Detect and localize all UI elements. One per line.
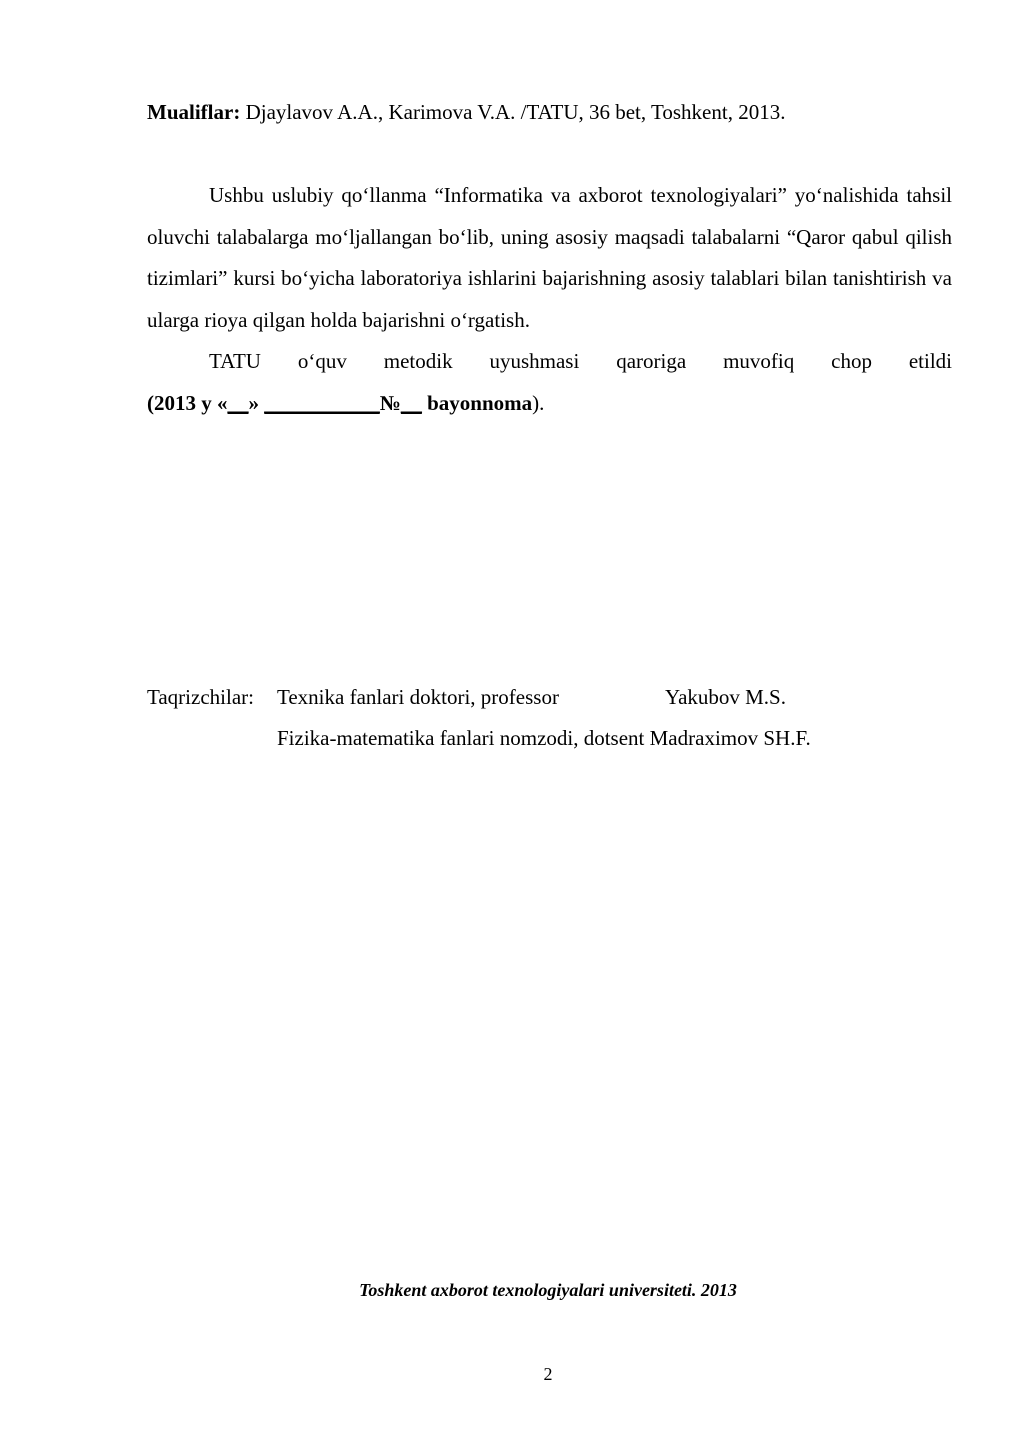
protocol-number-sign: № (379, 390, 401, 415)
page-number: 2 (543, 1364, 553, 1384)
reviewer-row-2 (147, 718, 952, 759)
approval-text: TATU o‘quv metodik uyushmasi qaroriga muvofiq chop etildi (209, 349, 952, 373)
reviewer-row-1 (147, 677, 952, 718)
annotation (147, 175, 952, 424)
protocol-line (147, 383, 952, 425)
protocol-day-blank: __ (227, 390, 249, 415)
reviewers-label: Taqrizchilar: (147, 685, 254, 709)
annotation-paragraph-1: Ushbu uslubiy qo‘llanma “Informatika va axborot texnologiyalari” yo‘nalishida tahsil oluvchi talabalarga mo‘ljallangan bo‘lib, uning asosiy maqsadi talabalarni “Qaror qabul qilish tizimlari” kursi bo‘yicha laboratoriya ishlarini bajarishning asosiy talablari bilan tanishtirish va ularga rioya qilgan holda bajarishni o‘rgatish. (147, 183, 952, 332)
protocol-close: » (248, 390, 265, 415)
protocol-word: bayonnoma (421, 390, 533, 415)
reviewer-1-description: Texnika fanlari doktori, professor (277, 685, 559, 709)
reviewer-1-name: Yakubov M.S. (665, 685, 786, 709)
protocol-month-blank: ___________ (264, 390, 380, 415)
protocol-year: (2013 y « (147, 390, 228, 415)
reviewers (147, 677, 952, 759)
protocol-number-blank: __ (400, 390, 422, 415)
institution-footer: Toshkent axborot texnologiyalari universiteti. 2013 (359, 1280, 737, 1300)
authors-text: Djaylavov A.A., Karimova V.A. /TATU, 36 bet, Toshkent, 2013. (240, 100, 786, 124)
protocol-end: ). (532, 390, 545, 415)
authors-line (147, 92, 952, 134)
annotation-paragraph-2 (147, 341, 952, 383)
reviewer-2-description: Fizika-matematika fanlari nomzodi, dotsent Madraximov SH.F. (277, 726, 811, 750)
authors-label: Mualiflar: (147, 100, 241, 124)
